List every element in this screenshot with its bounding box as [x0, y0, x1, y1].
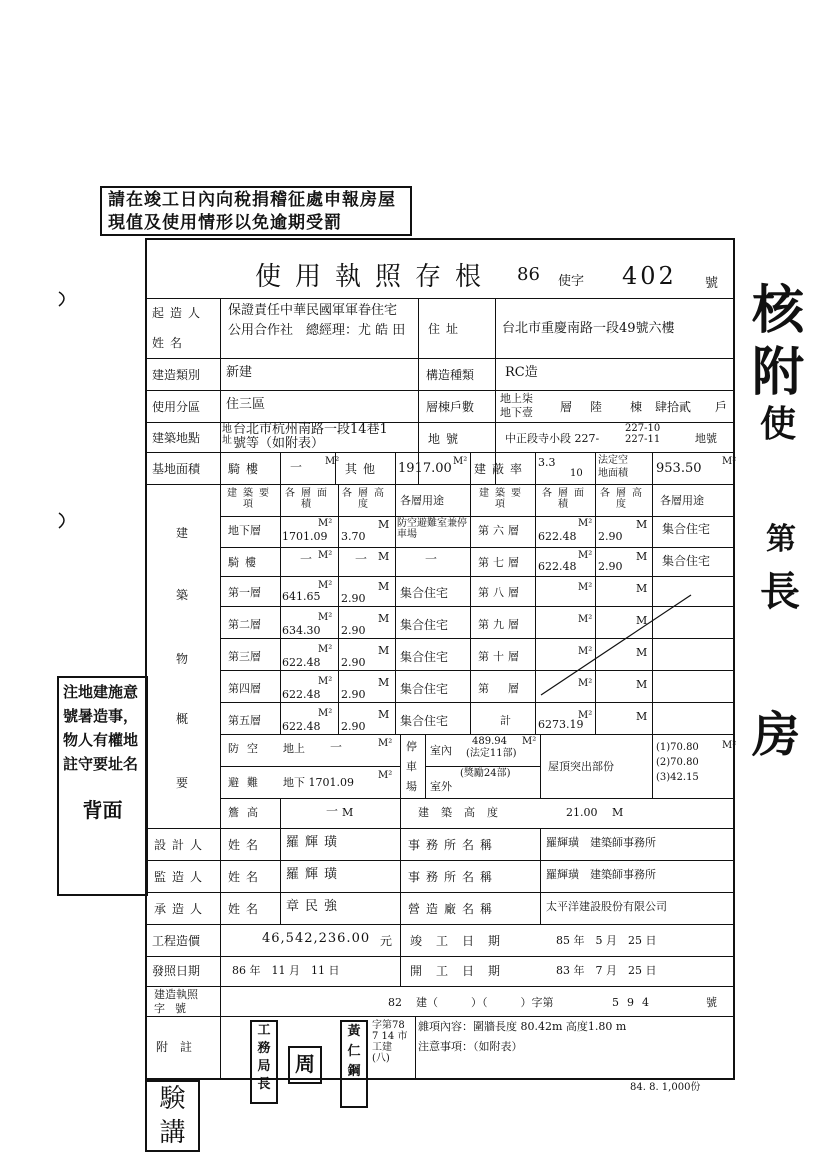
- header-area: 各層面積: [285, 488, 333, 510]
- grid-line: [220, 547, 735, 548]
- floor-area: 622.48: [282, 656, 321, 669]
- grid-line: [145, 860, 735, 861]
- grid-line: [652, 734, 653, 798]
- cost-label: 工程造價: [152, 934, 201, 948]
- structure-value: RC造: [505, 365, 538, 380]
- unit-area: M²: [522, 736, 537, 747]
- roof-value: (3)42.15: [656, 772, 699, 783]
- unit-area: M²: [378, 738, 393, 749]
- official-seal: 黃仁鋼: [340, 1020, 368, 1108]
- area-label: 基地面積: [152, 462, 201, 476]
- arcade-label: 騎樓: [228, 462, 265, 476]
- parking-in-bonus: (獎勵24部): [460, 768, 511, 779]
- floor-use: 一: [425, 552, 438, 566]
- unit-area: M²: [378, 770, 393, 781]
- legal-label-2: 地面積: [598, 468, 628, 479]
- unit-area: M²: [578, 614, 593, 625]
- floor-label: 第一層: [228, 586, 261, 599]
- name-label: 姓名: [228, 838, 265, 852]
- punch-marks: [55, 288, 75, 538]
- floor-height: 2.90: [598, 530, 623, 543]
- unit-length: M: [378, 708, 390, 721]
- permit-middle: 建（ ）（ ）字第: [416, 996, 554, 1009]
- notes-misc: 雜項內容：圍牆長度 80.42m 高度1.80 m: [418, 1020, 627, 1033]
- floor-label: 第六層: [478, 524, 523, 537]
- unit-area: M²: [722, 740, 737, 751]
- shelter-label-2: 避難: [228, 776, 266, 789]
- lot-sub: 227-11: [625, 434, 661, 445]
- grid-line: [415, 1016, 416, 1080]
- margin-char: 附: [752, 342, 805, 403]
- header-item: 建築要項: [227, 488, 275, 510]
- grid-line: [425, 734, 426, 798]
- floor-label: 第二層: [228, 618, 261, 631]
- unit-area: M²: [318, 644, 333, 655]
- grid-line: [280, 484, 281, 734]
- notes-label: 附註: [156, 1040, 205, 1054]
- unit-length: M: [378, 580, 390, 593]
- floor-height: 2.90: [341, 688, 366, 701]
- floor-height: 2.90: [341, 656, 366, 669]
- unit-length: M: [612, 806, 624, 819]
- header-use: 各層用途: [400, 494, 444, 507]
- name-label: 姓名: [228, 902, 265, 916]
- floor-height: 3.70: [341, 530, 366, 543]
- floor-height: 2.90: [341, 592, 366, 605]
- parking-char: 場: [406, 780, 417, 793]
- floor-use: 集合住宅: [400, 714, 449, 728]
- applicant-name-label: 姓名: [152, 336, 189, 350]
- issue-label: 發照日期: [152, 964, 201, 978]
- grid-line: [145, 924, 735, 925]
- unit-length: M: [378, 612, 390, 625]
- arcade-value: 一: [290, 460, 303, 474]
- issue-date: 86 年 11 月 11 日: [232, 964, 340, 977]
- grid-line: [220, 702, 735, 703]
- grid-line: [145, 986, 735, 987]
- category-value: 新建: [226, 365, 253, 380]
- total-height-label: 建築高度: [418, 806, 510, 819]
- grid-line: [220, 576, 735, 577]
- unit-area: M²: [318, 708, 333, 719]
- floor-label: 第九層: [478, 618, 523, 631]
- grid-line: [220, 734, 735, 735]
- floor-use: 集合住宅: [662, 554, 711, 568]
- total-height-value: 21.00: [566, 806, 598, 819]
- unit-area: M²: [578, 678, 593, 689]
- grid-line: [145, 390, 735, 391]
- floor-label: 第四層: [228, 682, 261, 695]
- grid-line: [338, 484, 339, 734]
- parking-out-label: 室外: [430, 780, 452, 793]
- building-word: 棟: [630, 400, 643, 414]
- unit-length: M: [636, 710, 648, 723]
- parking-char: 車: [406, 760, 417, 773]
- contractor-label: 承造人: [154, 902, 209, 916]
- completion-date: 85 年 5 月 25 日: [556, 934, 657, 947]
- floor-label: 第 層: [478, 682, 523, 695]
- floor-label: 騎樓: [228, 556, 262, 569]
- contractor-company: 太平洋建設股份有限公司: [546, 900, 667, 913]
- lot-label: 地號: [428, 432, 465, 446]
- floor-use: 集合住宅: [400, 586, 449, 600]
- floor-word: 層: [560, 400, 573, 414]
- name-label: 姓名: [228, 870, 265, 884]
- grid-line: [145, 1016, 735, 1017]
- start-date: 83 年 7 月 25 日: [556, 964, 657, 977]
- grid-line: [280, 828, 281, 924]
- supervisor-label: 監造人: [154, 870, 209, 884]
- header-area: 各層面積: [542, 488, 590, 510]
- print-info: 84. 8. 1,000份: [630, 1082, 701, 1093]
- permit-label-1: 建造執照: [154, 988, 198, 1001]
- shelter-below: 地下 1701.09: [283, 776, 354, 789]
- lot-value: 中正段寺小段 227-: [505, 432, 600, 445]
- grid-line: [595, 452, 596, 484]
- floor-area: 1701.09: [282, 530, 328, 543]
- grid-line: [535, 452, 536, 484]
- grid-line: [220, 516, 735, 517]
- address-label: 住址: [428, 322, 465, 336]
- grid-line: [400, 828, 401, 924]
- floor-area-total: 6273.19: [538, 718, 584, 731]
- company-label: 營造廠名稱: [408, 902, 499, 916]
- floor-area: 622.48: [282, 688, 321, 701]
- back-note: 背面: [82, 798, 123, 822]
- grid-line: [145, 828, 735, 829]
- floor-label: 地下層: [228, 524, 261, 537]
- designer-name: 羅輝璜: [286, 835, 344, 850]
- legal-value: 953.50: [656, 461, 702, 476]
- building-side-char: 物: [176, 652, 189, 666]
- eaves-value: 一: [326, 804, 339, 818]
- site-label: 建築地點: [152, 431, 201, 445]
- unit-area: M²: [578, 710, 593, 721]
- grid-line: [220, 798, 735, 799]
- grid-line: [652, 452, 653, 484]
- site-address-1: 台北市杭州南路一段14巷1: [233, 422, 388, 437]
- permit-prefix: 82: [388, 996, 402, 1009]
- header-item: 建築要項: [479, 488, 527, 510]
- area-unit: M²: [453, 456, 468, 467]
- completion-label: 竣工日期: [410, 934, 515, 948]
- other-value: 1917.00: [398, 461, 452, 476]
- margin-char: 長: [760, 568, 800, 615]
- official-seal: 工務局長: [250, 1020, 278, 1104]
- unit-length: M: [378, 518, 390, 531]
- contractor-name: 章民強: [286, 899, 344, 914]
- floor-height: 2.90: [341, 624, 366, 637]
- floors-label: 層棟戶數: [426, 400, 475, 414]
- zoning-label: 使用分區: [152, 400, 201, 414]
- coverage-den: 10: [570, 468, 583, 479]
- grid-line: [395, 484, 396, 734]
- floor-height: 2.90: [598, 560, 623, 573]
- coverage-label: 建蔽率: [474, 462, 529, 476]
- title-word: 使字: [558, 274, 585, 289]
- floor-label: 第八層: [478, 586, 523, 599]
- unit-length: M: [378, 644, 390, 657]
- permit-number: 402: [622, 262, 677, 290]
- floor-area: 622.48: [538, 530, 577, 543]
- margin-char: 核: [752, 280, 805, 341]
- grid-line: [145, 358, 735, 359]
- building-side-char: 要: [176, 776, 189, 790]
- floor-area: 一: [300, 552, 313, 566]
- margin-char: 房: [752, 707, 801, 763]
- parking-char: 停: [406, 740, 417, 753]
- header-use: 各層用途: [660, 494, 704, 507]
- permit-suffix: 號: [706, 996, 717, 1009]
- unit-area: M²: [318, 612, 333, 623]
- parking-in-legal: (法定11部): [466, 748, 517, 759]
- supervisor-name: 羅輝璜: [286, 867, 344, 882]
- floors-above: 地上柒: [500, 392, 533, 405]
- floor-area: 641.65: [282, 590, 321, 603]
- notes-attention: 注意事項：（如附表）: [418, 1040, 523, 1053]
- floor-use: 集合住宅: [400, 682, 449, 696]
- office-label: 事務所名稱: [408, 838, 499, 852]
- structure-label: 構造種類: [426, 368, 475, 382]
- eaves-label: 簷高: [228, 806, 266, 819]
- floor-area: 634.30: [282, 624, 321, 637]
- unit-length: M: [342, 806, 354, 819]
- unit-area: M²: [318, 518, 333, 529]
- grid-line: [425, 766, 540, 767]
- floor-area: 622.48: [538, 560, 577, 573]
- grid-line: [418, 298, 419, 484]
- grid-line: [145, 892, 735, 893]
- building-side-char: 建: [176, 526, 189, 540]
- header-height: 各層高度: [600, 488, 648, 510]
- unit-word: 戶: [715, 400, 728, 414]
- floor-label: 第七層: [478, 556, 523, 569]
- stamp-text: 験: [159, 1084, 186, 1114]
- supervisor-office: 羅輝璜 建築師事務所: [546, 868, 656, 881]
- floor-height: 一: [355, 552, 368, 566]
- grid-line: [400, 734, 401, 798]
- floor-use: 集合住宅: [400, 650, 449, 664]
- shelter-label-1: 防空: [228, 742, 266, 755]
- unit-length: M: [636, 518, 648, 531]
- area-unit: M²: [325, 456, 340, 467]
- grid-line: [400, 798, 401, 828]
- title-suffix: 號: [705, 276, 719, 291]
- unit-area: M²: [318, 676, 333, 687]
- applicant-address: 台北市重慶南路一段49號六樓: [502, 321, 675, 336]
- grid-line: [145, 452, 735, 453]
- floor-label: 計: [500, 714, 511, 727]
- grid-line: [145, 298, 735, 299]
- unit-length: M: [636, 678, 648, 691]
- notes-ref: 字第78 7 14 市工建(八): [372, 1020, 408, 1064]
- parking-in-area: 489.94: [472, 736, 507, 747]
- unit-length: M: [636, 614, 648, 627]
- permit-number-value: 594: [612, 996, 657, 1009]
- office-label: 事務所名稱: [408, 870, 499, 884]
- unit-area: M²: [318, 580, 333, 591]
- grid-line: [540, 828, 541, 924]
- designer-label: 設計人: [154, 838, 209, 852]
- void-strike-lines: [536, 590, 696, 700]
- legal-label-1: 法定空: [598, 455, 628, 466]
- roof-value: (1)70.80: [656, 742, 699, 753]
- unit-area: M²: [318, 550, 333, 561]
- floors-below: 地下壹: [500, 406, 533, 419]
- unit-length: M: [378, 550, 390, 563]
- site-prefix: 地址: [222, 424, 232, 446]
- header-height: 各層高度: [342, 488, 390, 510]
- floor-height: 2.90: [341, 720, 366, 733]
- side-note-text: 注地建施意號暑造事，物人有權地註守要址名: [63, 683, 139, 773]
- grid-line: [540, 734, 541, 798]
- lot-suffix: 地號: [695, 432, 717, 445]
- grid-line: [220, 766, 400, 767]
- cost-unit: 元: [380, 934, 393, 948]
- unit-area: M²: [578, 550, 593, 561]
- shelter-above-label: 地上: [283, 742, 305, 755]
- grid-line: [470, 452, 471, 484]
- margin-char: 使: [760, 403, 797, 445]
- grid-line: [470, 484, 471, 734]
- floor-label: 第三層: [228, 650, 261, 663]
- title-year: 86: [517, 264, 540, 285]
- unit-area: M²: [578, 582, 593, 593]
- zoning-value: 住三區: [226, 397, 266, 412]
- unit-length: M: [636, 550, 648, 563]
- grid-line: [220, 298, 221, 1080]
- shelter-above-value: 一: [330, 740, 343, 754]
- buildings-count: 陸: [590, 400, 603, 414]
- applicant-label: 起造人: [152, 306, 207, 320]
- permit-label-2: 字號: [154, 1002, 196, 1015]
- grid-line: [280, 452, 281, 484]
- floor-use: 集合住宅: [662, 522, 711, 536]
- unit-length: M: [378, 676, 390, 689]
- designer-office: 羅輝璜 建築師事務所: [546, 836, 656, 849]
- parking-in-label: 室內: [430, 744, 452, 757]
- unit-area: M²: [578, 646, 593, 657]
- side-note-stamp: [57, 676, 148, 896]
- roof-label: 屋頂突出部份: [548, 760, 614, 773]
- grid-line: [280, 798, 281, 828]
- floor-area: 622.48: [282, 720, 321, 733]
- building-side-char: 概: [176, 712, 189, 726]
- official-seal: 周: [288, 1046, 322, 1084]
- applicant-name-1: 保證責任中華民國軍軍眷住宅: [228, 303, 398, 318]
- roof-value: (2)70.80: [656, 757, 699, 768]
- grid-line: [395, 452, 396, 484]
- other-label: 其他: [345, 462, 382, 476]
- floor-label: 第五層: [228, 714, 261, 727]
- coverage-num: 3.3: [538, 456, 556, 469]
- inspection-stamp: [145, 1080, 200, 1152]
- applicant-name-2: 公用合作社 總經理：尤 皓 田: [228, 323, 406, 338]
- cost-value: 46,542,236.00: [262, 931, 371, 946]
- units-count: 肆拾貳: [655, 400, 692, 414]
- unit-length: M: [636, 582, 648, 595]
- site-address-2: 號等（如附表）: [233, 436, 325, 451]
- start-label: 開工日期: [410, 964, 515, 978]
- grid-line: [495, 298, 496, 390]
- floor-use: 集合住宅: [400, 618, 449, 632]
- category-label: 建造類別: [152, 368, 201, 382]
- grid-line: [400, 924, 401, 986]
- grid-line: [145, 956, 735, 957]
- stamp-text: 講: [159, 1118, 186, 1148]
- area-unit: M²: [722, 456, 737, 467]
- unit-length: M: [636, 646, 648, 659]
- margin-char: 第: [766, 522, 796, 557]
- building-side-char: 築: [176, 588, 189, 602]
- form-title: 使用執照存根: [255, 262, 496, 292]
- floor-use: 防空避難室兼停車場: [397, 518, 467, 540]
- grid-line: [145, 484, 735, 485]
- floor-label: 第十層: [478, 650, 523, 663]
- tax-notice-stamp: 請在竣工日內向稅捐稽征處申報房屋現值及使用情形以免逾期受罰: [100, 186, 412, 236]
- unit-area: M²: [578, 518, 593, 529]
- lot-sup: 227-10: [625, 423, 661, 434]
